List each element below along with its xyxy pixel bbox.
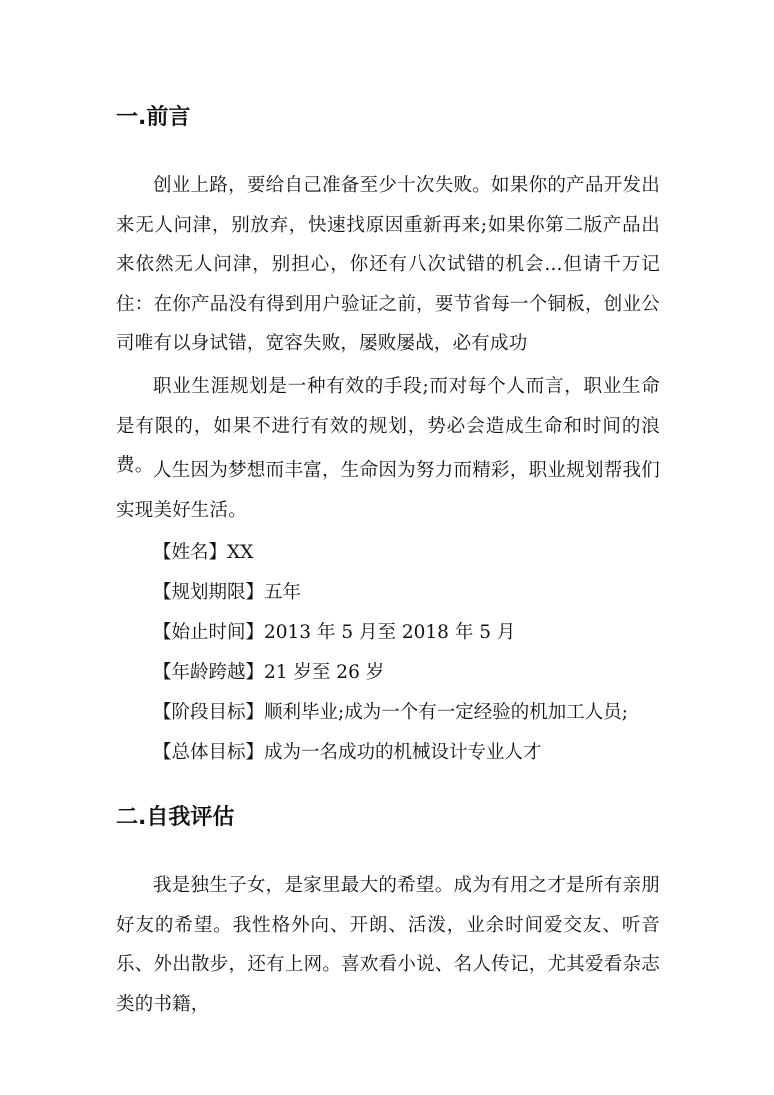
field-stage-goal: 【阶段目标】顺利毕业;成为一个有一定经验的机加工人员; <box>153 702 628 723</box>
preface-paragraph-2: 职业生涯规划是一种有效的手段;而对每个人而言，职业生命是有限的，如果不进行有效的规划，势必会造成生命和时间的浪费。 <box>116 376 660 476</box>
field-age-range: 【年龄跨越】21 岁至 26 岁 <box>153 662 385 683</box>
self-assessment-paragraph-1: 我是独生子女，是家里最大的希望。成为有用之才是所有亲朋好友的希望。我性格外向、开朗、活泼，业余时间爱交友、听音乐、外出散步，还有上网。喜欢看小说、名人传记，尤其爱看杂志类的书籍， <box>116 875 660 1015</box>
section-heading-self-assessment: 二.自我评估 <box>116 805 235 830</box>
field-overall-goal: 【总体目标】成为一名成功的机械设计专业人才 <box>153 742 542 763</box>
section-heading-preface: 一.前言 <box>116 105 191 130</box>
field-planning-period: 【规划期限】五年 <box>153 582 302 603</box>
field-name: 【姓名】XX <box>153 542 254 563</box>
field-time-span: 【始止时间】2013 年 5 月至 2018 年 5 月 <box>153 622 516 643</box>
preface-paragraph-3: 人生因为梦想而丰富，生命因为努力而精彩，职业规划帮我们实现美好生活。 <box>116 460 660 521</box>
preface-paragraph-1: 创业上路，要给自己准备至少十次失败。如果你的产品开发出来无人问津，别放弃，快速找原因重新再来;如果你第二版产品出来依然无人问津，别担心，你还有八次试错的机会...但请千万记住：在你产品没有得到用户验证之前，要节省每一个铜板，创业公司唯有以身试错，宽容失败，屡败屡战，必有成功 <box>116 175 660 354</box>
